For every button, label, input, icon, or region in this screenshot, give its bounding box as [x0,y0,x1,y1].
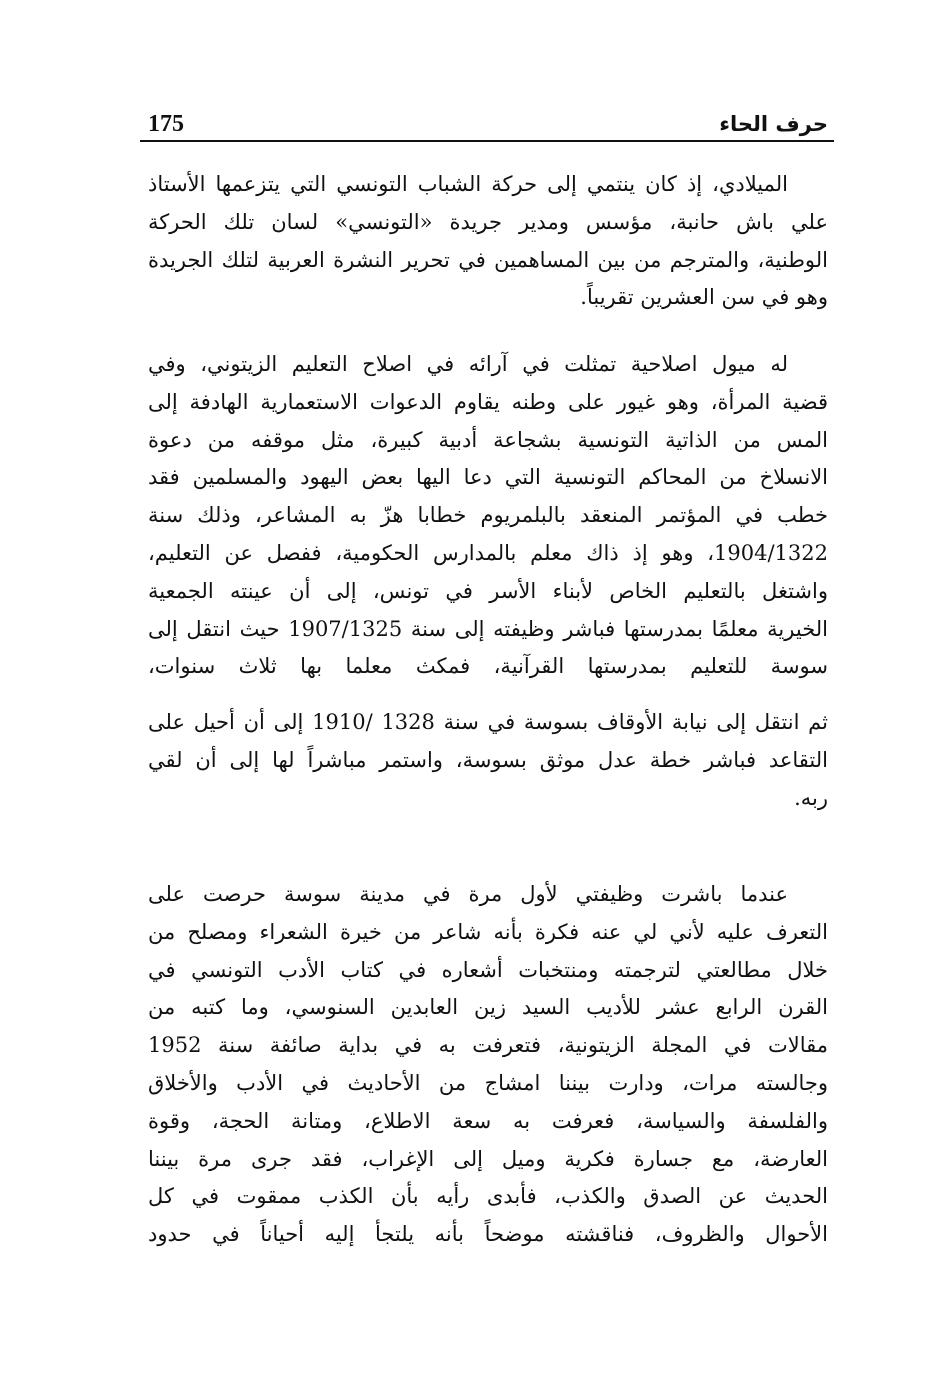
text-line: خطب في المؤتمر المنعقد بالبلمريوم خطابا هزّ به المشاعر، وذلك سنة [148,503,828,528]
text-line: والفلسفة والسياسة، فعرفت به سعة الاطلاع، ومتانة الحجة، وقوة [148,1108,828,1133]
text-line: العارضة، مع جسارة فكرية وميل إلى الإغراب، فقد جرى مرة بيننا [148,1146,828,1171]
text-line: القرن الرابع عشر للأديب السيد زين العابدين السنوسي، وما كتبه من [148,995,828,1020]
running-title: حرف الحاء [719,112,828,136]
text-line: ربه. [794,785,828,810]
text-line: عندما باشرت وظيفتي لأول مرة في مدينة سوسة حرصت على [148,882,788,906]
text-line: الحديث عن الصدق والكذب، فأبدى رأيه بأن الكذب ممقوت في كل [148,1184,828,1209]
text-line: له ميول اصلاحية تمثلت في آرائه في اصلاح التعليم الزيتوني، وفي [148,352,788,376]
text-line: وهو في سن العشرين تقريباً. [580,285,828,310]
text-line: الخيرية معلمًا بمدرستها فباشر وظيفته إلى سنة 1907/1325 حيث انتقل إلى [148,616,828,641]
text-line: سوسة للتعليم بمدرستها القرآنية، فمكث معلما بها ثلاث سنوات، [148,654,828,679]
text-line: التعرف عليه لأني لي عنه فكرة بأنه شاعر من خيرة الشعراء ومصلح من [148,919,828,944]
paragraph-1 [148,166,828,317]
text-line: مقالات في المجلة الزيتونية، فتعرفت به في بداية صائفة سنة 1952 [148,1033,828,1058]
text-line: الانسلاخ من المحاكم التونسية التي دعا اليها بعض اليهود والمسلمين فقد [148,465,828,490]
page-number: 175 [148,111,184,137]
text-line: خلال مطالعتي لترجمته ومنتخبات أشعاره في كتاب الأدب التونسي في [148,957,828,982]
text-line: الميلادي، إذ كان ينتمي إلى حركة الشباب التونسي التي يتزعمها الأستاذ [148,172,788,196]
text-line: قضية المرأة، وهو غيور على وطنه يقاوم الدعوات الاستعمارية الهادفة إلى [148,389,828,414]
text-line: 1904/1322، وهو إذ ذاك معلم بالمدارس الحكومية، ففصل عن التعليم، [148,540,828,565]
text-line: واشتغل بالتعليم الخاص لأبناء الأسر في تونس، إلى أن عينته الجمعية [148,578,828,603]
header-rule [140,140,834,142]
text-line: التقاعد فباشر خطة عدل موثق بسوسة، واستمر مباشراً لها إلى أن لقي [148,747,828,772]
text-line: الأحوال والظروف، فناقشته موضحاً بأنه يلتجأ إليه أحياناً في حدود [148,1222,828,1247]
paragraph-2 [148,346,828,686]
text-line: وجالسته مرات، ودارت بيننا امشاج من الأحاديث في الأدب والأخلاق [148,1070,828,1095]
text-line: المس من الذاتية التونسية بشجاعة أدبية كبيرة، مثل موقفه من دعوة [148,427,828,452]
paragraph-3 [148,704,828,817]
text-line: علي باش حانبة، مؤسس ومدير جريدة «التونسي» لسان تلك الحركة [148,209,828,234]
page-header [148,92,828,136]
paragraph-4 [148,876,828,1254]
text-line: الوطنية، والمترجم من بين المساهمين في تحرير النشرة العربية لتلك الجريدة [148,247,828,272]
text-line: ثم انتقل إلى نيابة الأوقاف بسوسة في سنة 1328 /1910 إلى أن أحيل على [148,710,828,734]
